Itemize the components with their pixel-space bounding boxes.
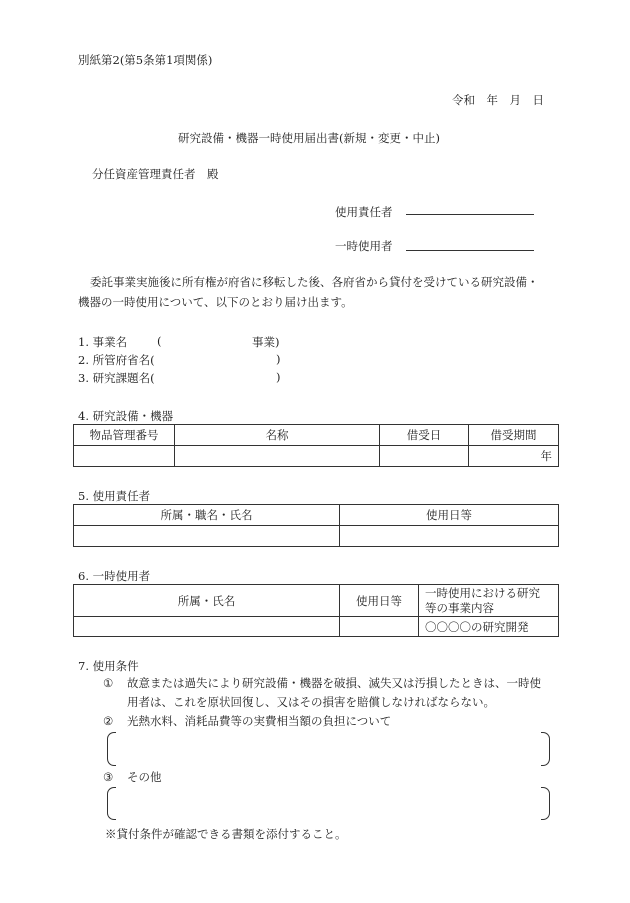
condition-3-left-bracket (107, 787, 116, 820)
temporary-user-field[interactable] (406, 250, 534, 251)
header-usage-dates: 使用日等 (340, 505, 559, 526)
section-6-title: 6. 一時使用者 (78, 569, 151, 583)
table-row (74, 617, 559, 637)
date-line: 令和 年 月 日 (452, 93, 544, 107)
table-row (74, 446, 559, 467)
header-loan-date: 借受日 (380, 425, 469, 446)
condition-3-right-bracket (541, 787, 550, 820)
project-name-open-paren: ( (157, 334, 162, 348)
condition-3-text: その他 (127, 770, 162, 784)
header-usage-dates: 使用日等 (340, 585, 419, 617)
condition-2-right-bracket (541, 732, 550, 766)
responsible-table-header (74, 505, 559, 526)
ministry-name-close: ) (276, 352, 281, 366)
temporary-user-label: 一時使用者 (335, 239, 393, 253)
attachment-note: ※貸付条件が確認できる書類を添付すること。 (105, 827, 347, 841)
condition-1-line-2: 用者は、これを原状回復し、又はその損害を賠償しなければならない。 (127, 695, 495, 709)
header-affiliation-name: 所属・氏名 (74, 585, 340, 617)
loan-period-cell[interactable]: 年 (469, 446, 559, 467)
header-asset-number: 物品管理番号 (74, 425, 175, 446)
affiliation-name-cell[interactable] (74, 617, 340, 637)
header-equipment-name: 名称 (175, 425, 380, 446)
header-research-content (419, 585, 559, 617)
loan-date-cell[interactable] (380, 446, 469, 467)
project-name-close: 事業) (252, 335, 280, 349)
table-row (74, 526, 559, 547)
condition-3-mark: ③ (103, 770, 114, 784)
document-title: 研究設備・機器一時使用届出書(新規・変更・中止) (178, 131, 440, 145)
responsible-person-field[interactable] (406, 214, 534, 215)
responsible-person-label: 使用責任者 (335, 205, 393, 219)
condition-2-field[interactable] (122, 734, 534, 762)
temporary-user-table-header (74, 585, 559, 617)
intro-line-1: 委託事業実施後に所有権が府省に移転した後、各府省から貸付を受けている研究設備・ (90, 275, 539, 289)
condition-2-text: 光熱水料、消耗品費等の実費相当額の負担について (127, 714, 392, 728)
condition-3-field[interactable] (122, 789, 534, 816)
condition-2-mark: ② (103, 714, 114, 728)
equipment-table-header (74, 425, 559, 446)
usage-dates-cell[interactable] (340, 617, 419, 637)
intro-line-2: 機器の一時使用について、以下のとおり届け出ます。 (78, 295, 353, 309)
header-loan-period: 借受期間 (469, 425, 559, 446)
temporary-user-table (73, 584, 559, 637)
equipment-table (73, 424, 559, 467)
header-research-content-line-2: 等の事業内容 (425, 600, 494, 615)
header-research-content-line-1: 一時使用における研究 (425, 585, 540, 600)
condition-2-left-bracket (107, 732, 116, 766)
condition-1-line-1: 故意または過失により研究設備・機器を破損、滅失又は汚損したときは、一時使 (127, 676, 541, 690)
research-content-cell[interactable]: 〇〇〇〇の研究開発 (419, 617, 559, 637)
ministry-name-label: 2. 所管府省名( (78, 353, 155, 367)
research-title-label: 3. 研究課題名( (78, 371, 155, 385)
section-7-title: 7. 使用条件 (78, 659, 139, 673)
responsible-person-table (73, 504, 559, 547)
affiliation-cell[interactable] (74, 526, 340, 547)
header-affiliation-title-name: 所属・職名・氏名 (74, 505, 340, 526)
section-5-title: 5. 使用責任者 (78, 489, 151, 503)
section-4-title: 4. 研究設備・機器 (78, 409, 174, 423)
attachment-reference: 別紙第2(第5条第1項関係) (78, 53, 213, 67)
condition-1-mark: ① (103, 676, 114, 690)
research-title-close: ) (276, 370, 281, 384)
project-name-label: 1. 事業名 (78, 335, 128, 349)
equipment-name-cell[interactable] (175, 446, 380, 467)
usage-dates-cell[interactable] (340, 526, 559, 547)
asset-number-cell[interactable] (74, 446, 175, 467)
addressee: 分任資産管理責任者 殿 (92, 167, 219, 181)
